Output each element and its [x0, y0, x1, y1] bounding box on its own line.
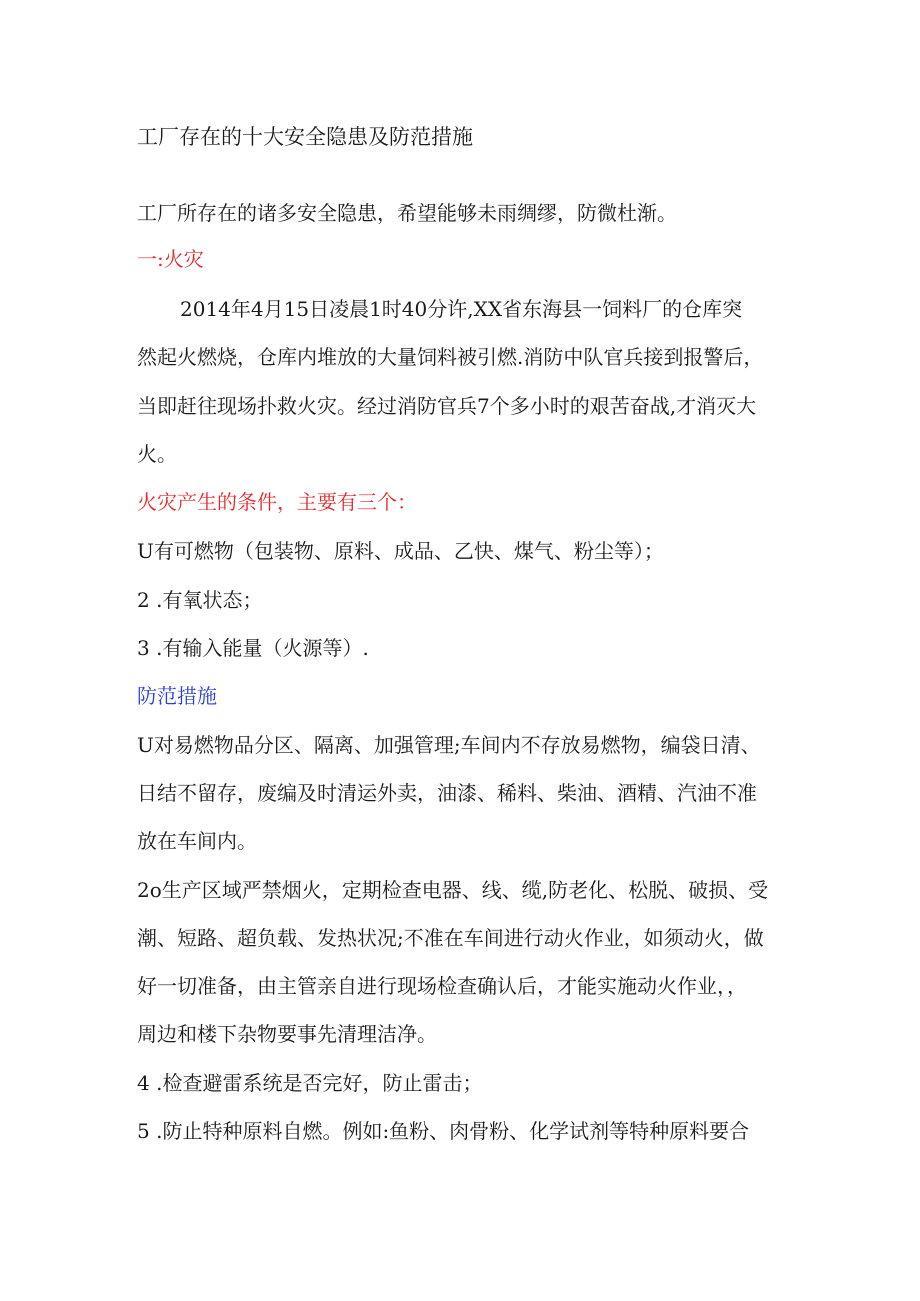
measure-line: U对易燃物品分区、隔离、加强管理;车间内不存放易燃物，编袋日清、: [137, 733, 761, 757]
paragraph-line: 2014年4月15日凌晨1时40分许,XX省东海县一饲料厂的仓库突: [180, 297, 743, 321]
measure-line: 4 .检查避雷系统是否完好，防止雷击；: [137, 1071, 483, 1095]
measure-line: 日结不留存，废编及时清运外卖，油漆、稀料、柴油、酒精、汽油不准: [137, 781, 757, 805]
list-item: 2 .有氧状态；: [137, 588, 263, 612]
measure-line: 好一切准备，由主管亲自进行现场检查确认后，才能实施动火作业，，: [137, 974, 747, 998]
measure-line: 5 .防止特种原料自燃。例如:鱼粉、肉骨粉、化学试剂等特种原料要合: [137, 1119, 750, 1143]
document-title: 工厂存在的十大安全隐患及防范措施: [137, 125, 473, 149]
intro-text: 工厂所存在的诸多安全隐患，希望能够未雨绸缪，防微杜渐。: [137, 201, 677, 225]
list-item: U有可燃物（包装物、原料、成品、乙快、煤气、粉尘等）；: [137, 539, 664, 563]
measure-line: 2o生产区域严禁烟火，定期检查电器、线、缆,防老化、松脱、破损、受: [137, 878, 769, 902]
paragraph-line: 然起火燃烧，仓库内堆放的大量饲料被引燃.消防中队官兵接到报警后，: [137, 345, 764, 369]
measure-line: 放在车间内。: [137, 829, 257, 853]
measures-heading: 防范措施: [137, 684, 217, 708]
measure-line: 周边和楼下杂物要事先清理洁净。: [137, 1022, 437, 1046]
list-item: 3 .有输入能量（火源等）.: [137, 636, 369, 660]
paragraph-line: 当即赶往现场扑救火灾。经过消防官兵7个多小时的艰苦奋战,才消灭大: [137, 394, 757, 418]
conditions-heading: 火灾产生的条件，主要有三个：: [137, 490, 417, 514]
measure-line: 潮、短路、超负载、发热状况;不准在车间进行动火作业，如须动火，做: [137, 926, 764, 950]
paragraph-line: 火。: [137, 442, 177, 466]
section-heading-fire: 一:火灾: [137, 247, 204, 271]
